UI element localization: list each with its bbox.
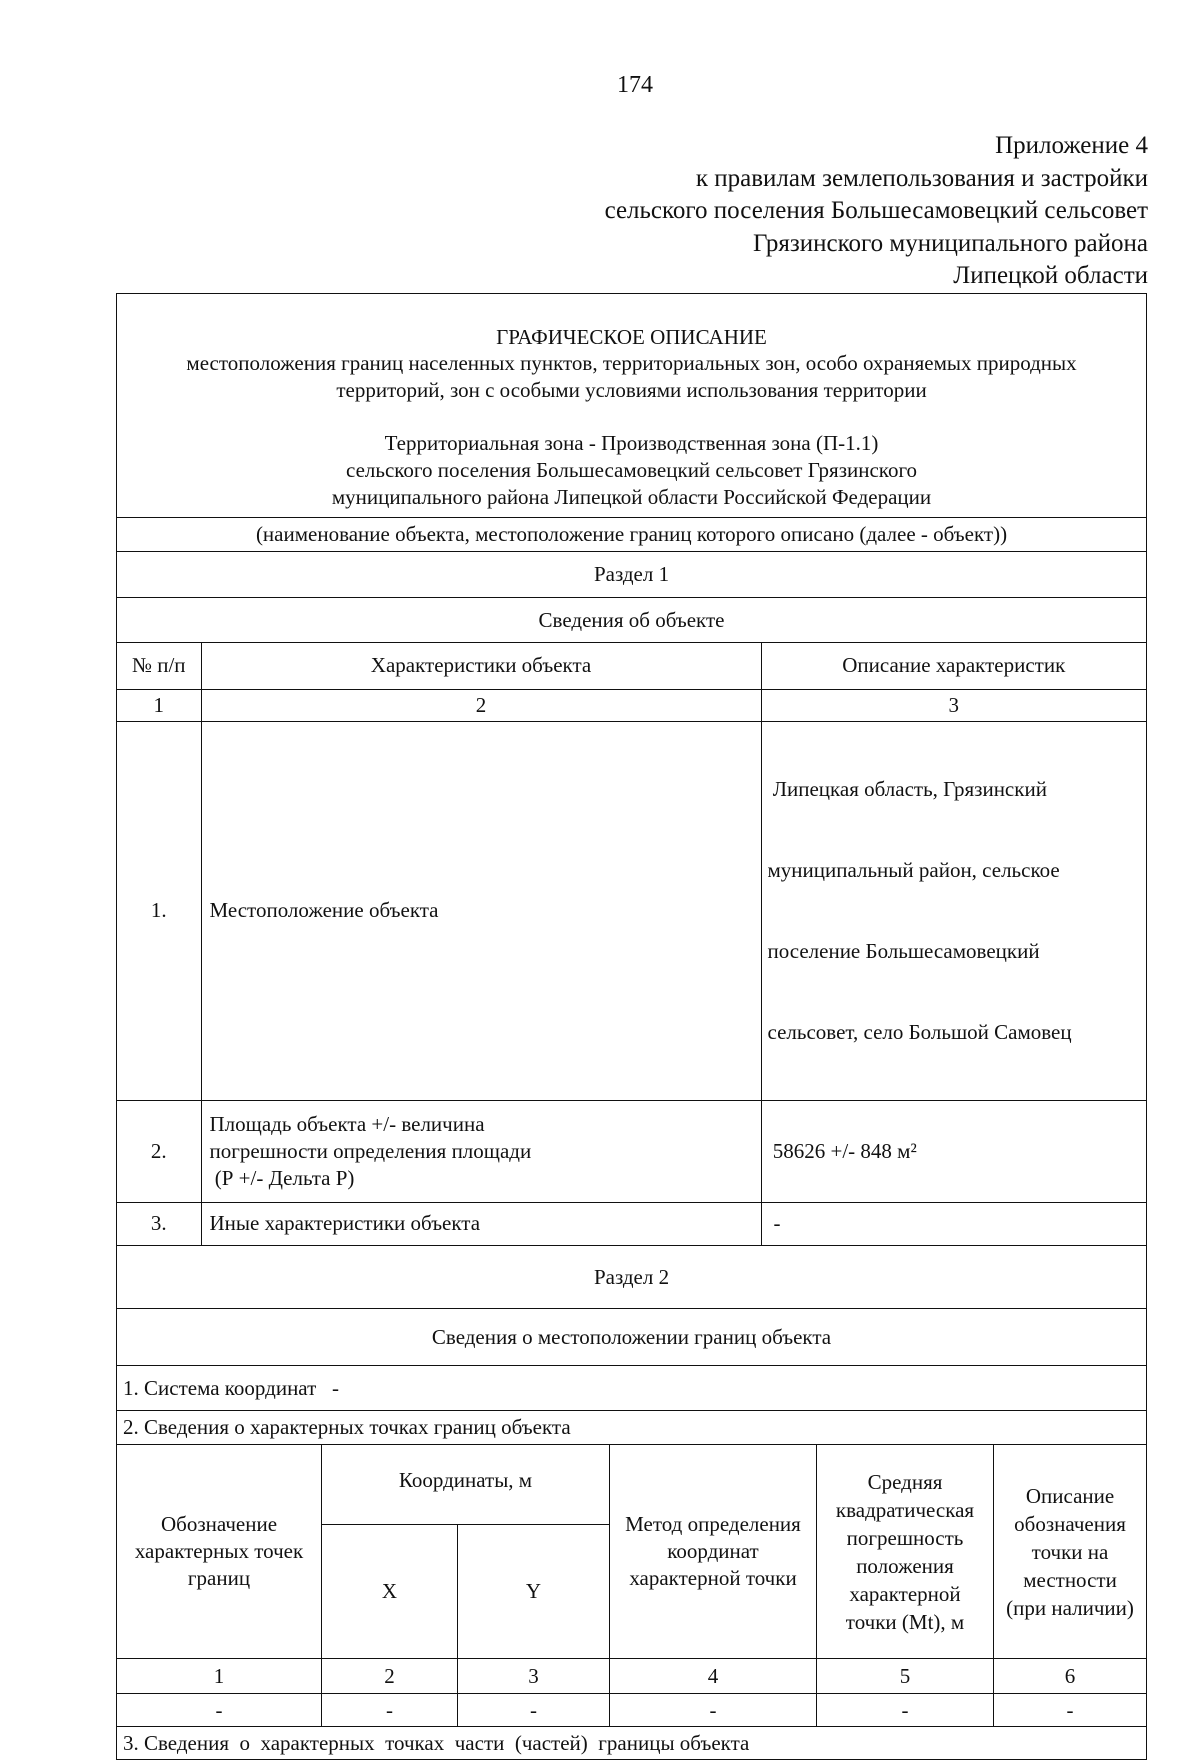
header-block: [117, 294, 1147, 518]
section2-title: Раздел 2: [117, 1246, 1147, 1309]
appendix-line: Приложение 4: [995, 132, 1148, 159]
document-title: ГРАФИЧЕСКОЕ ОПИСАНИЕ: [496, 325, 767, 349]
row-number: 3.: [117, 1202, 201, 1245]
points-title: 2. Сведения о характерных точках границ объекта: [117, 1411, 1147, 1445]
table-cell: -: [322, 1694, 458, 1727]
section2-subtitle: Сведения о местоположении границ объекта: [117, 1309, 1147, 1366]
description-line: сельсовет, село Большой Самовец: [767, 1019, 1072, 1044]
header-line: Обозначение: [160, 1512, 278, 1536]
description-line: поселение Большесамовецкий: [767, 938, 1040, 963]
column-header-y: Y: [458, 1525, 610, 1659]
table-cell: -: [994, 1694, 1147, 1727]
header-line: Средняя: [867, 1469, 943, 1494]
row-description: [761, 1202, 1146, 1245]
header-line: погрешность: [846, 1525, 964, 1550]
column-header-designation: [117, 1445, 322, 1659]
table-cell: -: [458, 1694, 610, 1727]
column-number: 4: [610, 1659, 817, 1694]
table-row: [117, 721, 1146, 1100]
document-subtitle-line: местоположения границ населенных пунктов, территориальных зон, особо охраняемых природных: [186, 351, 1077, 375]
characteristic-line: Площадь объекта +/- величина: [209, 1111, 485, 1136]
header-line: квадратическая: [835, 1497, 975, 1522]
row-characteristic: [201, 1202, 761, 1245]
column-header-method: [610, 1445, 817, 1659]
characteristic-line: Местоположение объекта: [209, 898, 439, 922]
header-line: координат: [667, 1539, 759, 1563]
table-row: [117, 1694, 1147, 1727]
object-name-line: сельского поселения Большесамовецкий сельсовет Грязинского: [346, 458, 918, 482]
header-line: местности: [1023, 1567, 1117, 1592]
table-row: [117, 1202, 1146, 1245]
row-characteristic: [201, 721, 761, 1100]
page-number: 174: [617, 72, 653, 98]
characteristic-line: погрешности определения площади: [209, 1138, 532, 1163]
column-number: 1: [117, 689, 201, 721]
row-description: [761, 1100, 1146, 1202]
column-number: 5: [817, 1659, 994, 1694]
header-line: характерных точек: [134, 1539, 304, 1563]
table-row: [117, 1100, 1146, 1202]
header-line: обозначения: [1014, 1511, 1126, 1536]
section1-title: Раздел 1: [117, 552, 1147, 598]
object-name-line: муниципального района Липецкой области Российской Федерации: [331, 485, 932, 509]
description-line: -: [773, 1211, 781, 1236]
header-line: характерной: [849, 1581, 961, 1606]
characteristic-line: Иные характеристики объекта: [209, 1211, 481, 1236]
object-caption: (наименование объекта, местоположение границ которого описано (далее - объект)): [117, 518, 1147, 552]
description-line: 58626 +/- 848 м²: [767, 1138, 917, 1163]
column-number: 3: [458, 1659, 610, 1694]
column-number: 1: [117, 1659, 322, 1694]
column-header-number: № п/п: [117, 643, 201, 689]
parts-title: 3. Сведения о характерных точках части (частей) границы объекта: [117, 1727, 1147, 1760]
column-header-characteristic: Характеристики объекта: [201, 643, 761, 689]
header-line: Описание: [1025, 1483, 1115, 1508]
description-line: Липецкая область, Грязинский: [767, 776, 1047, 801]
header-line: Метод определения: [625, 1512, 801, 1536]
row-description: [761, 721, 1146, 1100]
row-number: 1.: [117, 721, 201, 1100]
header-line: точки на: [1031, 1539, 1109, 1564]
description-table: [116, 293, 1147, 1760]
column-header-coordinates: Координаты, м: [322, 1445, 610, 1525]
row-number: 2.: [117, 1100, 201, 1202]
table-cell: -: [117, 1694, 322, 1727]
object-name-line: Территориальная зона - Производственная зона (П-1.1): [384, 431, 879, 455]
header-line: (при наличии): [1006, 1595, 1134, 1620]
header-line: характерной точки: [629, 1566, 797, 1590]
section1-subtitle: Сведения об объекте: [117, 598, 1147, 643]
column-number: 3: [761, 689, 1146, 721]
header-line: точки (Mt), м: [845, 1609, 965, 1634]
column-number: 2: [322, 1659, 458, 1694]
header-line: положения: [856, 1553, 954, 1578]
table-cell: -: [817, 1694, 994, 1727]
description-line: муниципальный район, сельское: [767, 857, 1060, 882]
column-number: 2: [201, 689, 761, 721]
characteristic-line: (Р +/- Дельта Р): [209, 1165, 355, 1190]
column-header-point-description: [994, 1445, 1147, 1659]
row-characteristic: [201, 1100, 761, 1202]
document-subtitle-line: территорий, зон с особыми условиями использования территории: [336, 378, 927, 402]
column-header-description: Описание характеристик: [761, 643, 1146, 689]
appendix-line: к правилам землепользования и застройки: [695, 164, 1148, 192]
coordinate-system: 1. Система координат -: [117, 1366, 1147, 1411]
header-line: границ: [187, 1566, 251, 1590]
column-header-x: X: [322, 1525, 458, 1659]
column-number: 6: [994, 1659, 1147, 1694]
appendix-line: Липецкой области: [953, 262, 1148, 289]
appendix-line: сельского поселения Большесамовецкий сельсовет: [604, 197, 1148, 224]
appendix-line: Грязинского муниципального района: [753, 229, 1148, 257]
appendix-block: [605, 130, 1148, 293]
table-cell: -: [610, 1694, 817, 1727]
section1-table: [117, 643, 1146, 1245]
column-header-error: [817, 1445, 994, 1659]
